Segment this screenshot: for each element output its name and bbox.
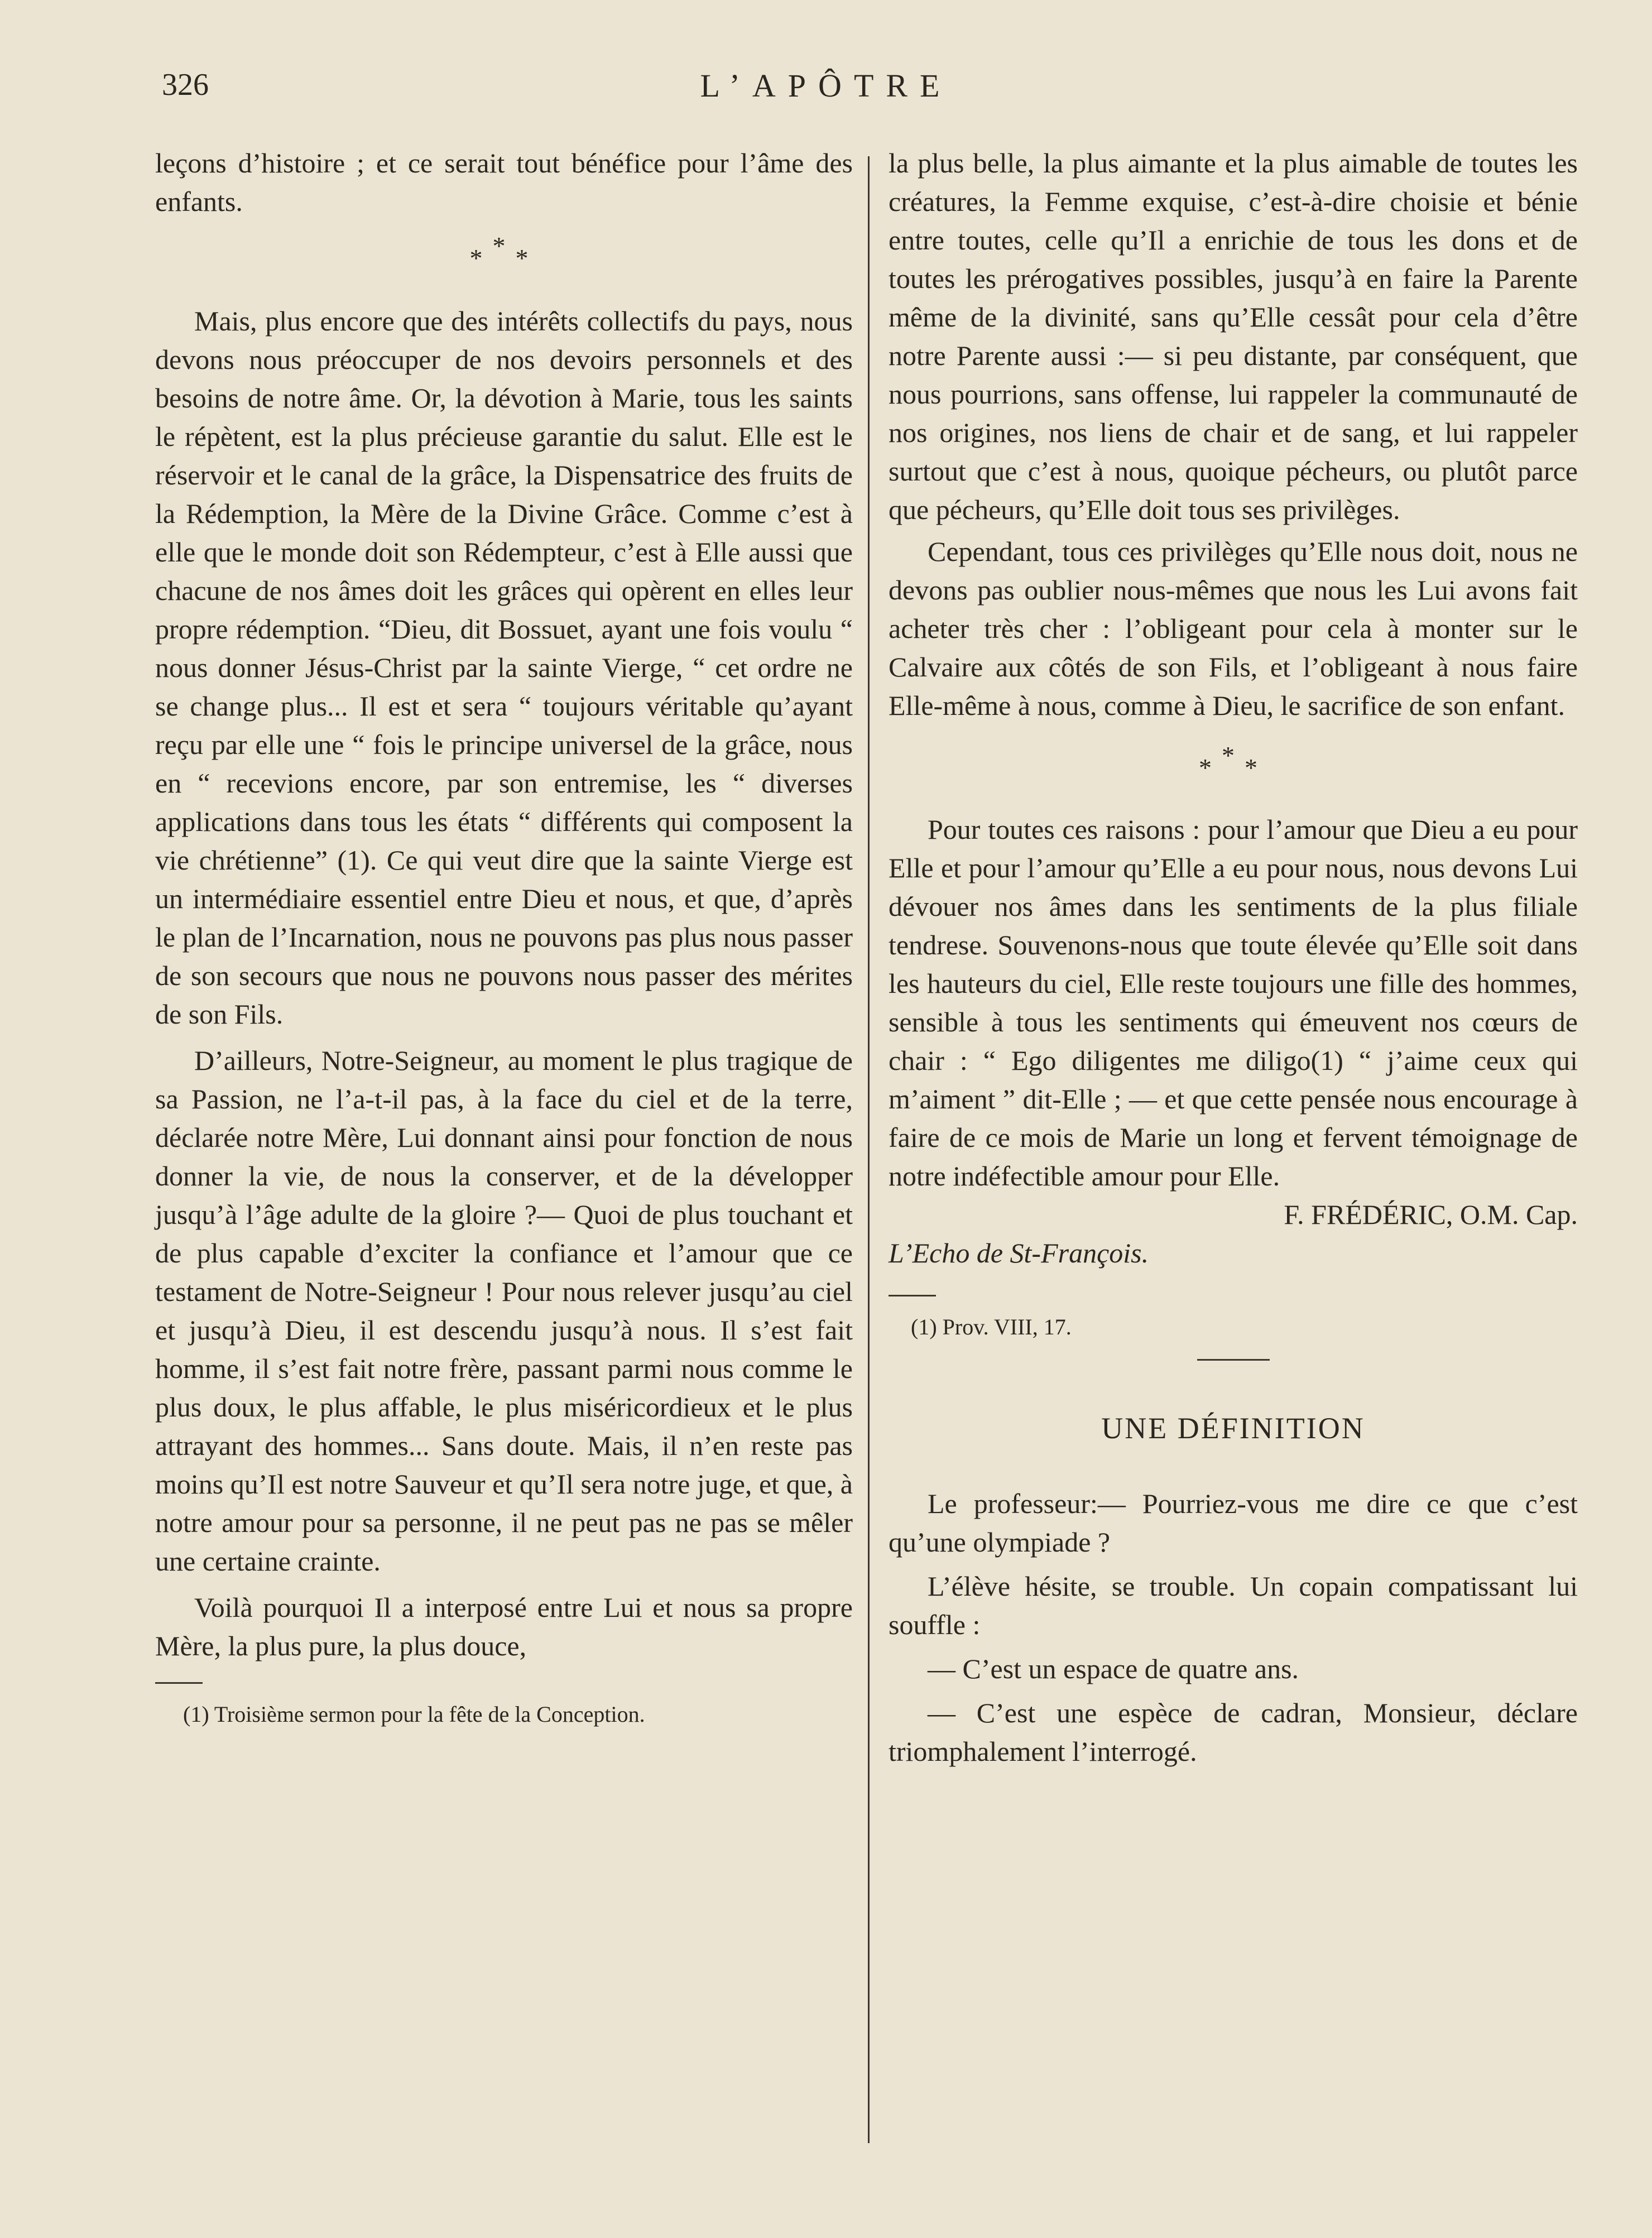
intro-paragraph: leçons d’histoire ; et ce serait tout bénéfice pour l’âme des enfants. <box>155 147 853 217</box>
footnote: (1) Troisième sermon pour la fête de la Conception. <box>183 1702 645 1727</box>
asterisk: * <box>1222 741 1245 770</box>
section-break-asterism <box>889 741 1578 782</box>
author-signature: F. FRÉDÉRIC, O.M. Cap. <box>1284 1199 1578 1230</box>
asterisk: * <box>1199 753 1222 782</box>
dialogue-hesitation: L’élève hésite, se trouble. Un copain compatissant lui souffle : <box>889 1571 1578 1640</box>
page-number: 326 <box>162 68 209 102</box>
asterisk: * <box>1245 753 1267 782</box>
dialogue-answer: — C’est une espèce de cadran, Monsieur, déclare triomphalement l’interrogé. <box>889 1697 1578 1767</box>
asterisk: * <box>492 232 516 260</box>
journal-title: L’APÔTRE <box>700 68 952 104</box>
asterisk: * <box>515 244 539 272</box>
right-column <box>889 144 1578 1771</box>
footnote-rule <box>155 1682 203 1684</box>
mother-paragraph: Voilà pourquoi Il a interposé entre Lui et nous sa propre Mère, la plus pure, la plus douce, <box>155 1592 853 1661</box>
continuation-paragraph: la plus belle, la plus aimante et la plus aimable de toutes les créatures, la Femme exquise, c’est-à-dire choisie et bénie entre toutes, celle qu’Il a enrichie de tous les dons et de toutes les prérogatives possibles, jusqu’à en faire la Parente même de la divinité, sans qu’Elle cessât pour cela d’être notre Parente aussi :— si peu distante, par conséquent, que nous pourrions, sans offense, lui rappeler la communauté de nos origines, nos liens de chair et de sang, et lui rappeler surtout que c’est à nous, quoique pécheurs, ou plutôt parce que pécheurs, qu’Elle doit tous ses privilèges. <box>889 147 1578 525</box>
conclusion-paragraph: Pour toutes ces raisons : pour l’amour que Dieu a eu pour Elle et pour l’amour qu’Elle a eu pour nous, nous devons Lui dévouer nos âmes dans les sentiments de la plus filiale tendrese. Souvenons-nous que toute élevée qu’Elle soit dans les hauteurs du ciel, Elle reste toujours une fille des hommes, sensible à tous les sentiments qui émeuvent nos cœurs de chair : “ Ego diligentes me diligo(1) “ j’aime ceux qui m’aiment ” dit-Elle ; — et que cette pensée nous encourage à faire de ce mois de Marie un long et fervent témoignage de notre indéfectible amour pour Elle. <box>889 814 1578 1192</box>
source-credit: L’Echo de St-François. <box>889 1237 1149 1269</box>
column-divider <box>868 156 870 2143</box>
calvary-paragraph: Cependant, tous ces privilèges qu’Elle nous doit, nous ne devons pas oublier nous-mêmes que nous les Lui avons fait acheter très cher : l’obligeant pour cela à monter sur le Calvaire aux côtés de son Fils, et l’obligeant à nous faire Elle-même à nous, comme à Dieu, le sacrifice de son enfant. <box>889 536 1578 721</box>
footnote: (1) Prov. VIII, 17. <box>911 1314 1072 1339</box>
running-head <box>0 67 1652 112</box>
dialogue-whisper: — C’est un espace de quatre ans. <box>928 1653 1299 1684</box>
devotion-paragraph: Mais, plus encore que des intérêts collectifs du pays, nous devons nous préoccuper de nos devoirs personnels et des besoins de notre âme. Or, la dévotion à Marie, tous les saints le répètent, est la plus précieuse garantie du salut. Elle est le réservoir et le canal de la grâce, la Dispensatrice des fruits de la Rédemption, la Mère de la Divine Grâce. Comme c’est à elle que le monde doit son Rédempteur, c’est à Elle aussi que chacune de nos âmes doit les grâces qui opèrent en elles leur propre rédemption. “Dieu, dit Bossuet, ayant une fois voulu “ nous donner Jésus-Christ par la sainte Vierge, “ cet ordre ne se change plus... Il est et sera “ toujours véritable qu’ayant reçu par elle une “ fois le principe universel de la grâce, nous en “ recevions encore, par son entremise, les “ diverses applications dans tous les états “ différents qui composent la vie chrétienne” (1). Ce qui veut dire que la sainte Vierge est un intermédiaire essentiel entre Dieu et nous, et que, d’après le plan de l’Incarnation, nous ne pouvons pas plus nous passer de son secours que nous ne pouvons nous passer des mérites de son Fils. <box>155 305 853 1030</box>
passion-paragraph: D’ailleurs, Notre-Seigneur, au moment le plus tragique de sa Passion, ne l’a-t-il pas, à la face du ciel et de la terre, déclarée notre Mère, Lui donnant ainsi pour fonction de nous donner la vie, de nous la conserver, et de la développer jusqu’à l’âge adulte de la gloire ?— Quoi de plus touchant et de plus capable d’exciter la confiance et l’amour que ce testament de Notre-Seigneur ! Pour nous relever jusqu’au ciel et jusqu’à Dieu, il est descendu jusqu’à nous. Il s’est fait homme, il s’est fait notre frère, passant parmi nous comme le plus doux, le plus affable, le plus miséricordieux et le plus attrayant des hommes... Sans doute. Mais, il n’en reste pas moins qu’Il est notre Sauveur et qu’Il sera notre juge, et que, à notre amour pour sa personne, il ne peut pas ne pas se mêler une certaine crainte. <box>155 1045 853 1577</box>
asterisk: * <box>469 244 493 272</box>
left-column <box>155 144 853 1730</box>
section-end-rule <box>1197 1359 1270 1361</box>
section-break-asterism <box>155 232 853 273</box>
footnote-rule <box>889 1295 936 1296</box>
article-heading: UNE DÉFINITION <box>1101 1411 1365 1445</box>
dialogue-question: Le professeur:— Pourriez-vous me dire ce que c’est qu’une olympiade ? <box>889 1488 1578 1558</box>
